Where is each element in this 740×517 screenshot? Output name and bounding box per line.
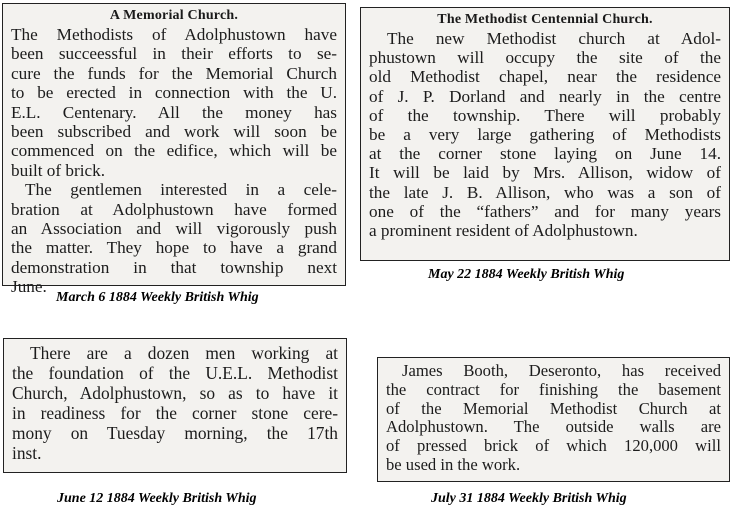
article-line: of J. P. Dorland and nearly in the centre xyxy=(369,86,721,106)
article-line: of the township. There will probably xyxy=(369,105,721,125)
clipping-caption: June 12 1884 Weekly British Whig xyxy=(57,491,257,506)
article-line: an Association and will vigorously push xyxy=(11,219,337,239)
article-line: Adolphustown. The outside walls are xyxy=(386,417,721,437)
article-line: cure the funds for the Memorial Church xyxy=(11,63,337,83)
article-line: be used in the work. xyxy=(386,454,521,474)
article-line: been subscribed and work will soon be xyxy=(11,122,337,142)
article-line: June. xyxy=(11,277,47,297)
article-line: be a very large gathering of Methodists xyxy=(369,125,721,145)
article-line: The gentlemen interested in a cele- xyxy=(25,180,337,200)
clipping-headline: A Memorial Church. xyxy=(109,8,239,23)
article-line: the matter. They hope to have a grand xyxy=(11,238,337,258)
article-line: the contract for finishing the basement xyxy=(386,379,721,399)
article-line: demonstration in that township next xyxy=(11,257,337,277)
article-line: at the corner stone laying on June 14. xyxy=(369,144,721,164)
clipping-july-31-1884 xyxy=(377,357,730,482)
clipping-headline: The Methodist Centennial Church. xyxy=(437,12,653,27)
article-line: commenced on the edifice, which will be xyxy=(11,141,337,161)
clipping-caption: May 22 1884 Weekly British Whig xyxy=(428,267,625,282)
article-line: There are a dozen men working at xyxy=(30,343,338,363)
article-line: James Booth, Deseronto, has received xyxy=(402,361,721,380)
article-line: Church, Adolphustown, so as to have it xyxy=(12,383,338,403)
article-line: to be erected in connection with the U. xyxy=(11,83,337,103)
article-line: bration at Adolphustown have formed xyxy=(11,199,337,219)
article-line: The Methodists of Adolphustown have xyxy=(11,25,337,44)
article-line: It will be laid by Mrs. Allison, widow of xyxy=(369,163,721,183)
article-line: inst. xyxy=(12,443,42,463)
article-line: the foundation of the U.E.L. Methodist xyxy=(12,363,338,383)
article-line: old Methodist chapel, near the residence xyxy=(369,67,721,87)
article-line: The new Methodist church at Adol- xyxy=(387,29,721,48)
clipping-caption: March 6 1884 Weekly British Whig xyxy=(56,290,259,305)
article-line: of pressed brick of which 120,000 will xyxy=(386,436,721,456)
article-line: built of brick. xyxy=(11,160,106,180)
article-line: the late J. B. Allison, who was a son of xyxy=(369,182,721,202)
article-line: a prominent resident of Adolphustown. xyxy=(369,221,638,241)
clipping-caption: July 31 1884 Weekly British Whig xyxy=(431,491,627,506)
article-line: mony on Tuesday morning, the 17th xyxy=(12,423,338,443)
clipping-june-12-1884 xyxy=(3,338,347,473)
article-line: one of the “fathers” and for many years xyxy=(369,201,721,221)
clipping-may-22-1884 xyxy=(360,7,730,261)
article-line: phustown will occupy the site of the xyxy=(369,48,721,68)
article-line: been succeessful in their efforts to se- xyxy=(11,44,337,64)
article-line: E.L. Centenary. All the money has xyxy=(11,102,337,122)
clipping-march-6-1884 xyxy=(2,3,346,297)
article-line: of the Memorial Methodist Church at xyxy=(386,398,721,418)
article-line: in readiness for the corner stone cere- xyxy=(12,403,338,423)
